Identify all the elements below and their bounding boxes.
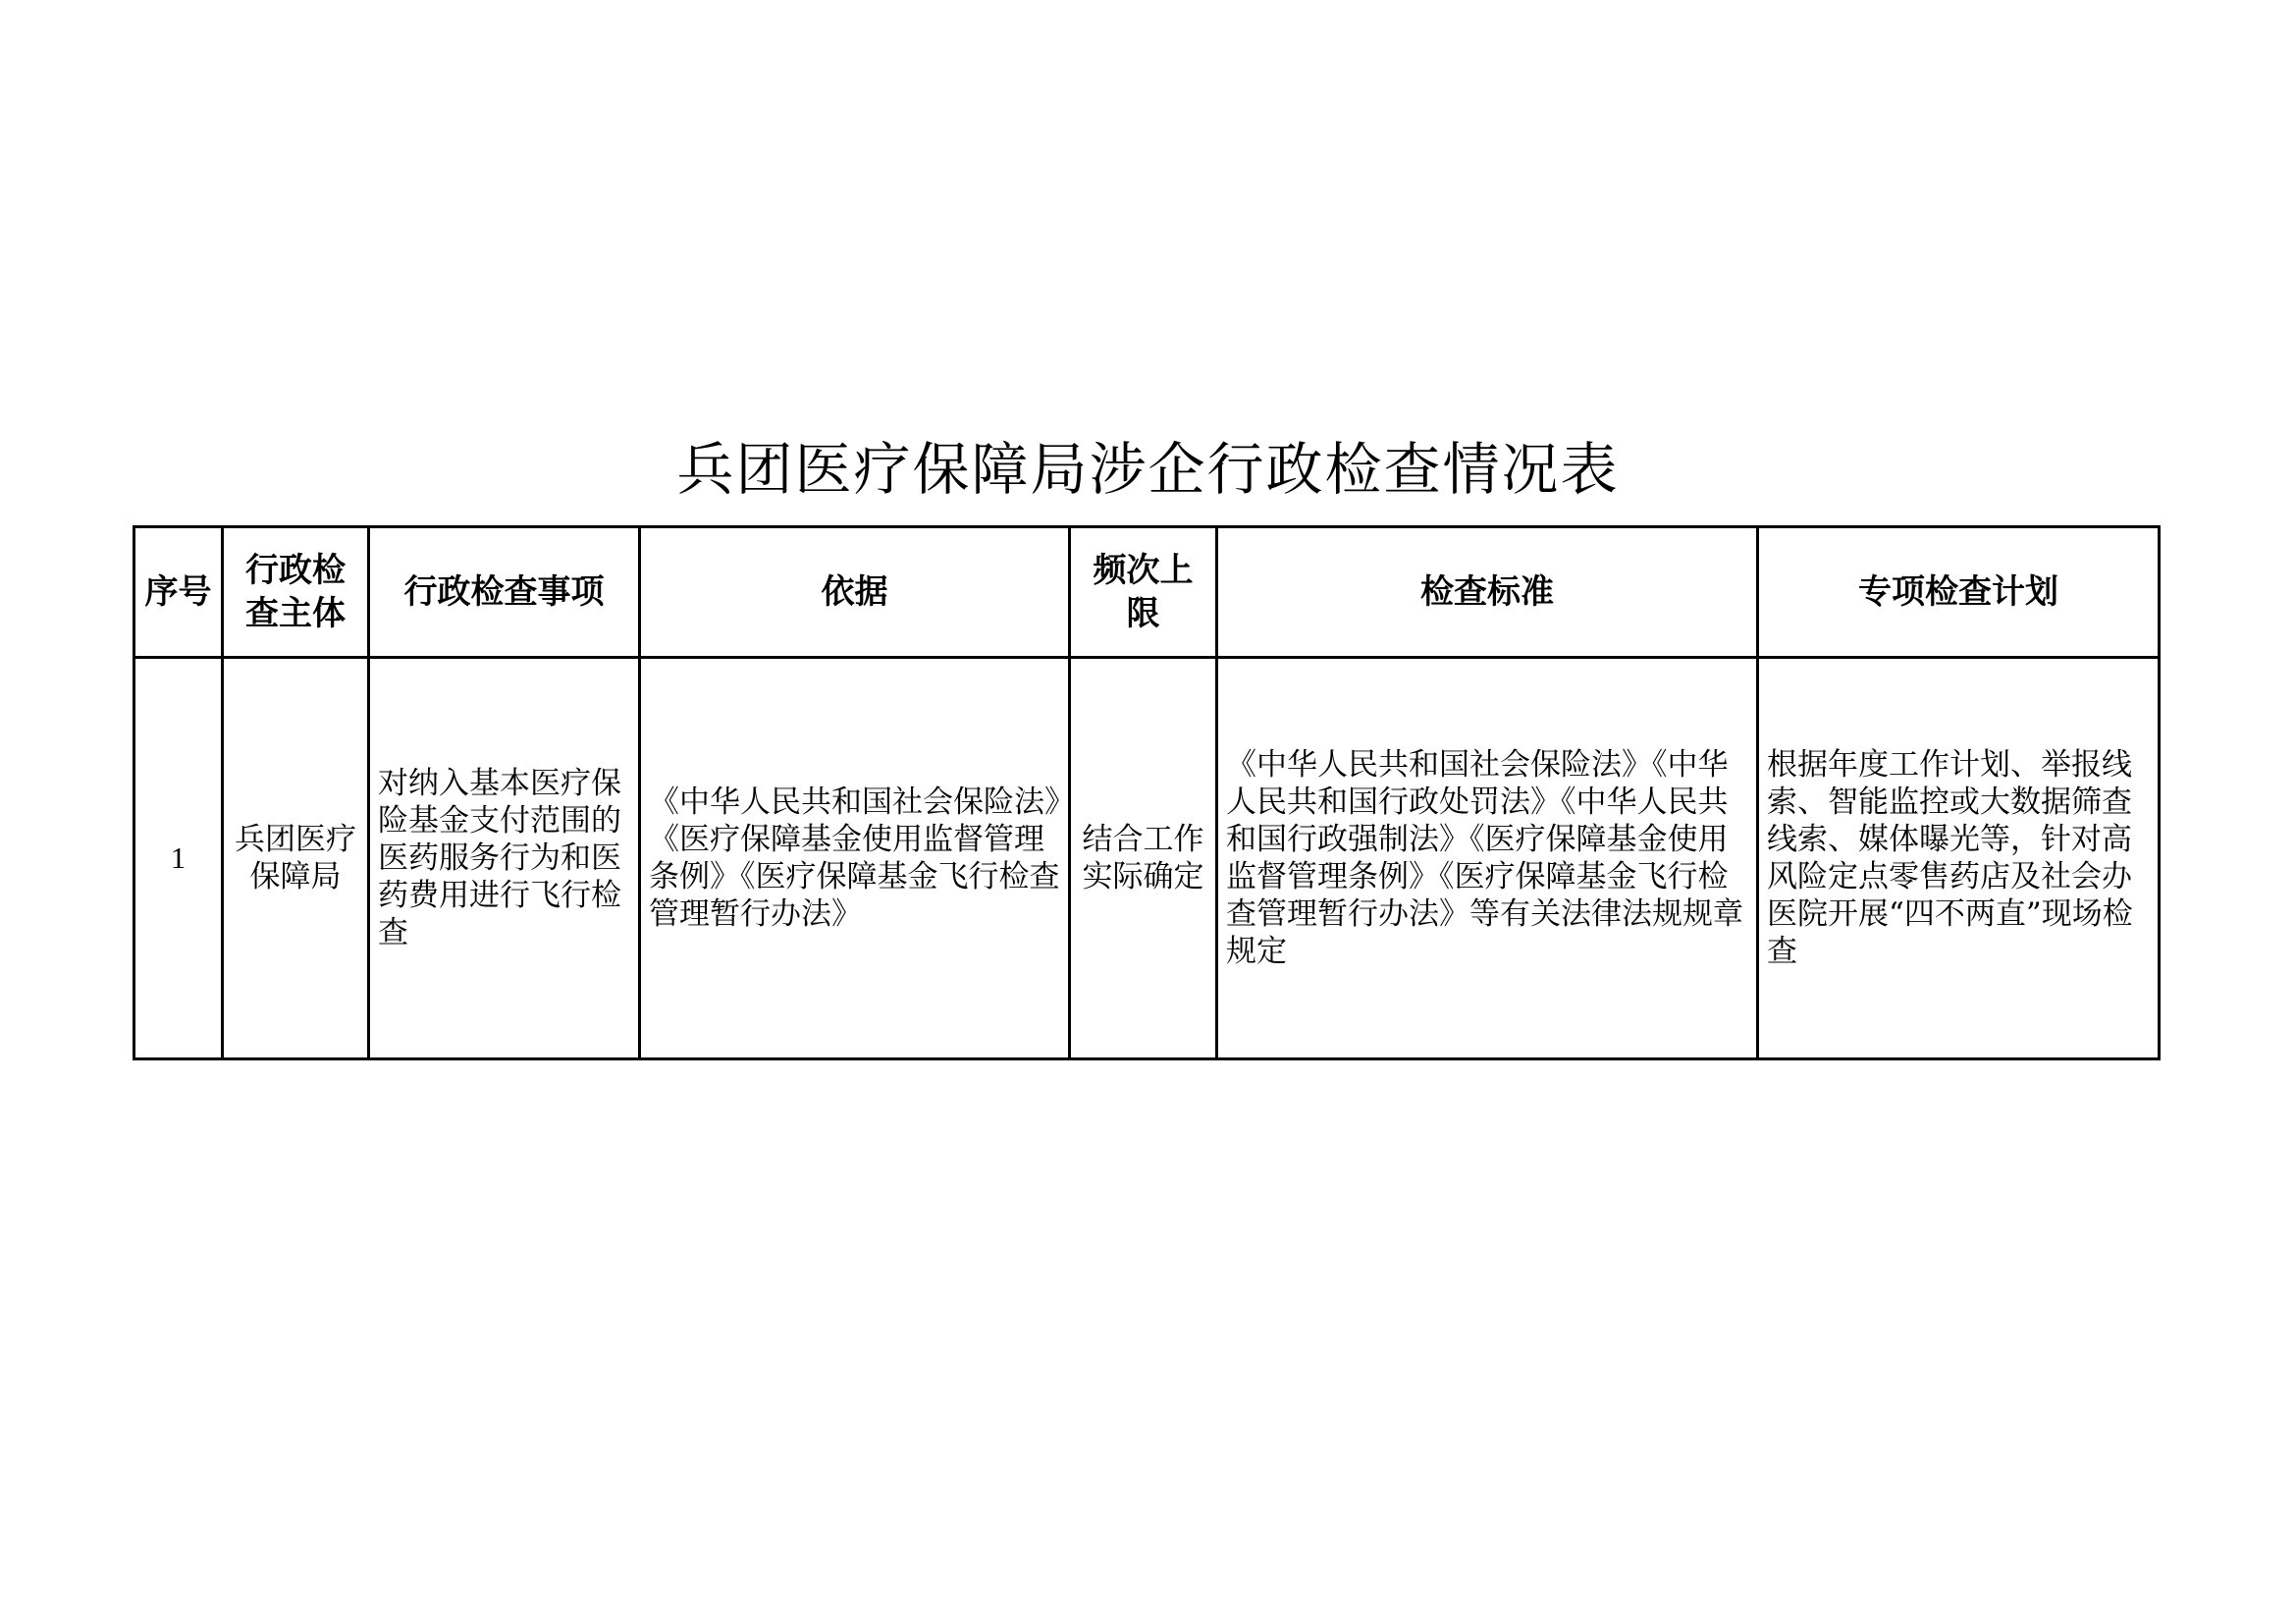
header-standard: 检查标准 [1217, 527, 1758, 658]
header-plan: 专项检查计划 [1758, 527, 2160, 658]
document-title: 兵团医疗保障局涉企行政检查情况表 [676, 436, 1620, 503]
cell-basis: 《中华人民共和国社会保险法》《医疗保障基金使用监督管理条例》《医疗保障基金飞行检查管理暂行办法》 [640, 658, 1070, 1059]
inspection-table [133, 525, 2161, 1060]
header-basis: 依据 [640, 527, 1070, 658]
cell-standard: 《中华人民共和国社会保险法》《中华人民共和国行政处罚法》《中华人民共和国行政强制法》《医疗保障基金使用监督管理条例》《医疗保障基金飞行检查管理暂行办法》等有关法律法规规章规定 [1217, 658, 1758, 1059]
table-header-row [134, 527, 2160, 658]
header-subject: 行政检查主体 [223, 527, 369, 658]
cell-frequency: 结合工作实际确定 [1070, 658, 1217, 1059]
cell-plan: 根据年度工作计划、举报线索、智能监控或大数据筛查线索、媒体曝光等，针对高风险定点零售药店及社会办医院开展“四不两直”现场检查 [1758, 658, 2160, 1059]
header-frequency: 频次上限 [1070, 527, 1217, 658]
cell-seq: 1 [134, 658, 223, 1059]
cell-item: 对纳入基本医疗保险基金支付范围的医药服务行为和医药费用进行飞行检查 [369, 658, 640, 1059]
table-row [134, 658, 2160, 1059]
header-seq: 序号 [134, 527, 223, 658]
header-item: 行政检查事项 [369, 527, 640, 658]
cell-subject: 兵团医疗保障局 [223, 658, 369, 1059]
